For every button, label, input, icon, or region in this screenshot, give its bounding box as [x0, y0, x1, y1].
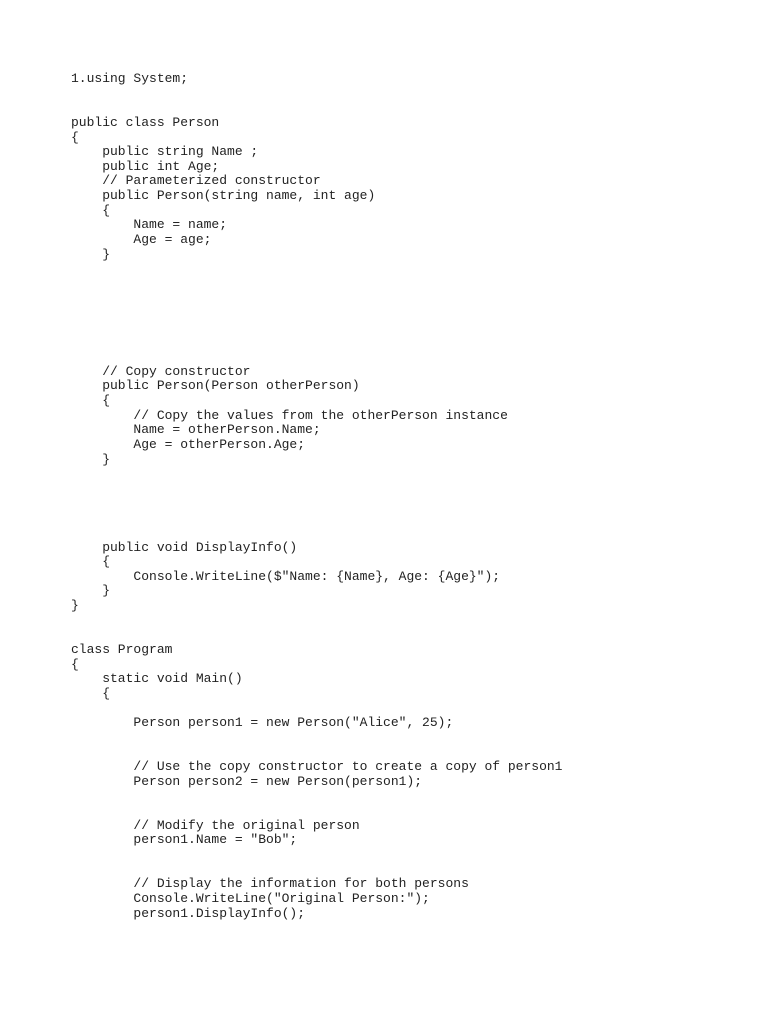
code-line: // Modify the original person — [71, 817, 360, 833]
code-line: Console.WriteLine($"Name: {Name}, Age: {Age}"); — [71, 568, 501, 584]
code-line: } — [71, 598, 79, 614]
code-line — [71, 614, 562, 629]
code-line: public class Person — [71, 114, 220, 130]
code-line: public void DisplayInfo() — [71, 539, 298, 555]
code-line — [71, 848, 562, 863]
code-line: public string Name ; — [71, 144, 259, 160]
code-line: { — [71, 202, 111, 218]
code-line: } — [71, 583, 111, 599]
code-line: // Copy constructor — [71, 363, 251, 379]
code-line: Person person2 = new Person(person1); — [71, 773, 423, 789]
code-line — [71, 101, 562, 116]
code-line: // Copy the values from the otherPerson instance — [71, 407, 508, 423]
code-line — [71, 87, 562, 102]
code-line: person1.Name = "Bob"; — [71, 832, 298, 848]
code-line — [71, 702, 562, 717]
code-block — [71, 72, 562, 921]
code-line — [71, 350, 562, 365]
code-line: static void Main() — [71, 671, 243, 687]
code-line: { — [71, 554, 111, 570]
code-line — [71, 321, 562, 336]
code-line: Name = name; — [71, 217, 228, 233]
code-line: Age = age; — [71, 232, 212, 248]
code-line — [71, 467, 562, 482]
code-line: { — [71, 685, 111, 701]
code-line — [71, 745, 562, 760]
code-line — [71, 863, 562, 878]
code-line — [71, 511, 562, 526]
code-line — [71, 497, 562, 512]
code-line — [71, 789, 562, 804]
code-line: public Person(Person otherPerson) — [71, 378, 360, 394]
code-line: { — [71, 129, 79, 145]
code-line — [71, 277, 562, 292]
code-line: // Display the information for both persons — [71, 876, 469, 892]
code-line: } — [71, 246, 111, 262]
code-line — [71, 262, 562, 277]
code-line: person1.DisplayInfo(); — [71, 905, 306, 921]
code-line: // Use the copy constructor to create a copy of person1 — [71, 759, 563, 775]
code-line: } — [71, 451, 111, 467]
code-line: public Person(string name, int age) — [71, 188, 376, 204]
code-line: { — [71, 393, 111, 409]
code-line: { — [71, 656, 79, 672]
code-line — [71, 292, 562, 307]
code-line: public int Age; — [71, 158, 220, 174]
code-line: 1.using System; — [71, 71, 189, 86]
code-line: Person person1 = new Person("Alice", 25); — [71, 715, 454, 731]
code-line — [71, 628, 562, 643]
code-line: Age = otherPerson.Age; — [71, 437, 306, 453]
code-line: Console.WriteLine("Original Person:"); — [71, 890, 430, 906]
code-line — [71, 306, 562, 321]
code-line: class Program — [71, 641, 173, 657]
code-line: // Parameterized constructor — [71, 173, 321, 189]
code-line — [71, 804, 562, 819]
code-line — [71, 336, 562, 351]
code-line: Name = otherPerson.Name; — [71, 422, 321, 438]
code-line — [71, 482, 562, 497]
code-line — [71, 526, 562, 541]
code-line — [71, 731, 562, 746]
